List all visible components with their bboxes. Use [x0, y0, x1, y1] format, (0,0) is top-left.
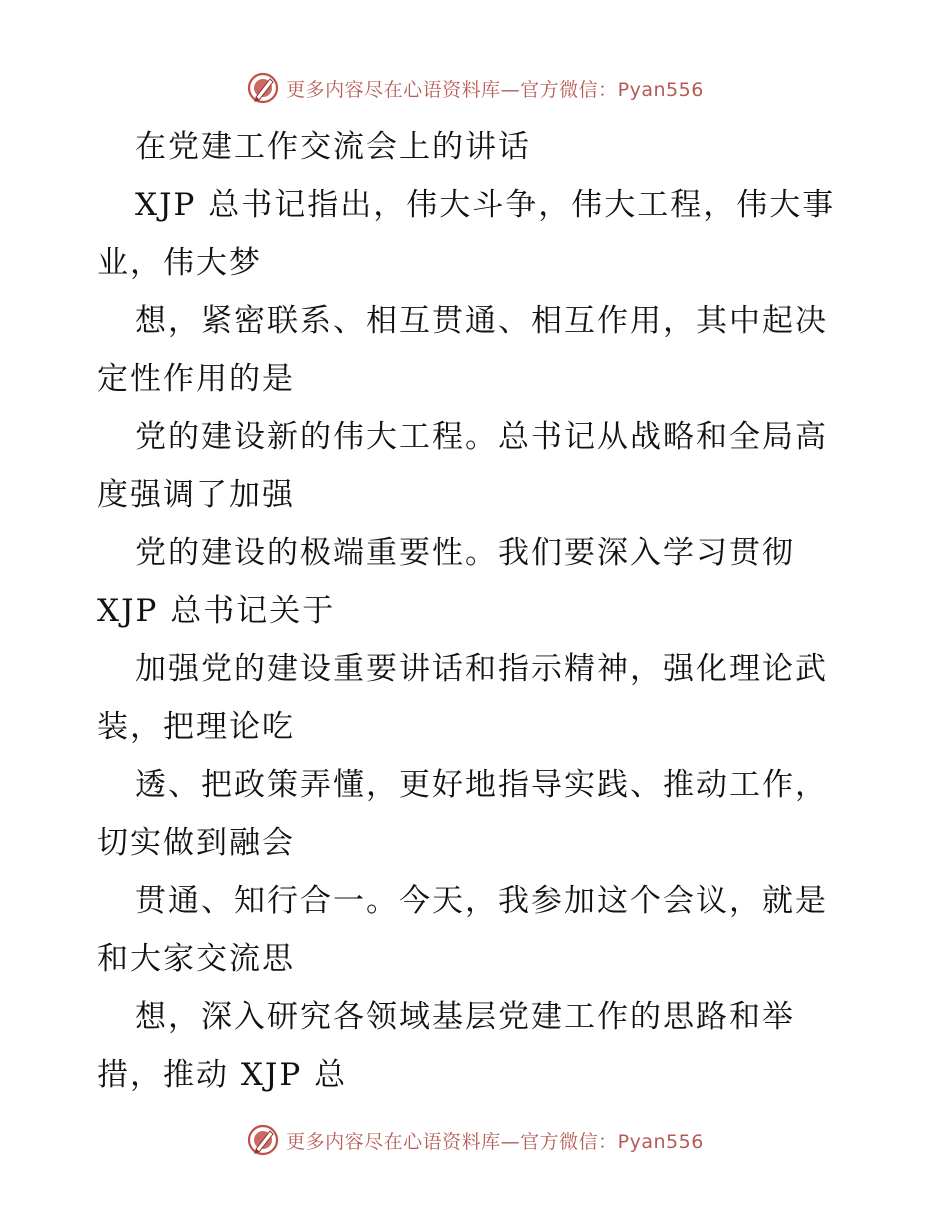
- header-banner: [0, 68, 950, 108]
- document-title: 在党建工作交流会上的讲话: [135, 129, 531, 165]
- document-line: 加强党的建设重要讲话和指示精神，强化理论武: [135, 651, 828, 687]
- document-line: XJP 总书记关于: [97, 593, 336, 629]
- document-line: 装，把理论吃: [97, 709, 295, 745]
- document-line: 定性作用的是: [97, 361, 295, 397]
- document-line: 想，紧密联系、相互贯通、相互作用，其中起决: [135, 303, 828, 339]
- footer-banner: [0, 1120, 950, 1160]
- document-line: 措，推动 XJP 总: [97, 1057, 348, 1093]
- document-body: [97, 118, 857, 1104]
- pen-nib-logo-icon: [246, 1123, 280, 1157]
- document-line: 透、把政策弄懂，更好地指导实践、推动工作，: [135, 767, 828, 803]
- document-line: 业，伟大梦: [97, 245, 262, 281]
- header-banner-text: 更多内容尽在心语资料库—官方微信：Pyan556: [286, 78, 704, 101]
- document-line: 和大家交流思: [97, 941, 295, 977]
- document-line: 党的建设的极端重要性。我们要深入学习贯彻: [135, 535, 795, 571]
- document-line: XJP 总书记指出，伟大斗争，伟大工程，伟大事: [135, 187, 836, 223]
- footer-banner-content: [246, 1123, 704, 1157]
- footer-banner-text: 更多内容尽在心语资料库—官方微信：Pyan556: [286, 1130, 704, 1153]
- pen-nib-logo-icon: [246, 71, 280, 105]
- document-line: 度强调了加强: [97, 477, 295, 513]
- header-banner-content: [246, 71, 704, 105]
- document-line: 切实做到融会: [97, 825, 295, 861]
- document-line: 想，深入研究各领域基层党建工作的思路和举: [135, 999, 795, 1035]
- document-line: 贯通、知行合一。今天，我参加这个会议，就是: [135, 883, 828, 919]
- document-line: 党的建设新的伟大工程。总书记从战略和全局高: [135, 419, 828, 455]
